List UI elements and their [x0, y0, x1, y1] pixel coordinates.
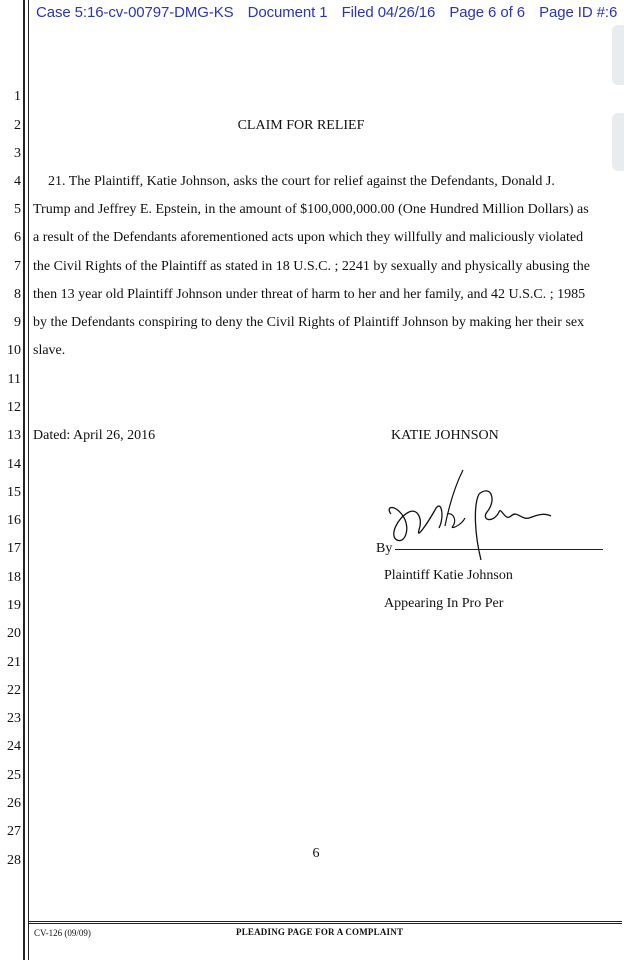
line-number: 10: [7, 343, 21, 358]
paragraph-line: 21. The Plaintiff, Katie Johnson, asks the court for relief against the Defendants, Donald J.: [48, 174, 555, 189]
line-number: 18: [7, 570, 21, 585]
line-number: 26: [7, 796, 21, 811]
margin-rule-outer: [23, 0, 25, 960]
filed-date: Filed 04/26/16: [341, 4, 436, 21]
handwritten-signature: [383, 466, 563, 562]
paragraph-line: slave.: [33, 343, 66, 358]
case-number: Case 5:16-cv-00797-DMG-KS: [36, 4, 234, 21]
page-id: Page ID #:6: [539, 4, 618, 21]
line-number: 20: [7, 626, 21, 641]
line-number: 15: [7, 485, 21, 500]
footer-rule: [28, 921, 622, 922]
signer-name-caps: KATIE JOHNSON: [391, 428, 499, 443]
line-number: 1: [14, 89, 21, 104]
line-number: 6: [14, 230, 21, 245]
line-number: 28: [7, 853, 21, 868]
signature-line: [395, 549, 603, 550]
line-number: 19: [7, 598, 21, 613]
line-number: 27: [7, 824, 21, 839]
paragraph-line: Trump and Jeffrey E. Epstein, in the amount of $100,000,000.00 (One Hundred Million Dollars) as: [33, 202, 589, 217]
scroll-control-bottom[interactable]: [612, 113, 624, 171]
page-number: 6: [312, 846, 320, 861]
paragraph-line: by the Defendants conspiring to deny the Civil Rights of Plaintiff Johnson by making her their sex: [33, 315, 585, 330]
form-number: CV-126 (09/09): [34, 928, 91, 938]
paragraph-line: the Civil Rights of the Plaintiff as stated in 18 U.S.C. ; 2241 by sexually and physically abusing the: [33, 259, 590, 274]
line-number: 8: [14, 287, 21, 302]
section-heading: CLAIM FOR RELIEF: [237, 118, 365, 133]
page-of: Page 6 of 6: [449, 4, 525, 21]
scroll-control-top[interactable]: [612, 25, 624, 85]
line-number: 5: [14, 202, 21, 217]
document-number: Document 1: [247, 4, 328, 21]
line-number: 24: [7, 739, 21, 754]
line-number: 17: [7, 541, 21, 556]
line-number: 22: [7, 683, 21, 698]
footer-title: PLEADING PAGE FOR A COMPLAINT: [236, 927, 404, 937]
line-number: 21: [7, 655, 21, 670]
line-number: 23: [7, 711, 21, 726]
paragraph-line: then 13 year old Plaintiff Johnson under threat of harm to her and her family, and 42 U.S.C. ; 1985: [33, 287, 586, 302]
signer-name: Plaintiff Katie Johnson: [384, 568, 513, 583]
line-number: 25: [7, 768, 21, 783]
paragraph-line: a result of the Defendants aforementioned acts upon which they willfully and maliciously violated: [33, 230, 584, 245]
line-number: 13: [7, 428, 21, 443]
margin-rule-inner: [28, 0, 29, 960]
dated-line: Dated: April 26, 2016: [33, 428, 156, 443]
line-number: 16: [7, 513, 21, 528]
line-number: 4: [14, 174, 21, 189]
footer-rule: [28, 923, 622, 924]
line-number: 3: [14, 146, 21, 161]
line-number: 7: [14, 259, 21, 274]
by-label: By: [376, 541, 393, 556]
line-number: 12: [7, 400, 21, 415]
signer-role: Appearing In Pro Per: [384, 596, 504, 611]
line-number: 9: [14, 315, 21, 330]
pdf-header: [36, 4, 624, 30]
line-number: 14: [7, 457, 21, 472]
line-number: 2: [14, 118, 21, 133]
line-number: 11: [7, 372, 21, 387]
